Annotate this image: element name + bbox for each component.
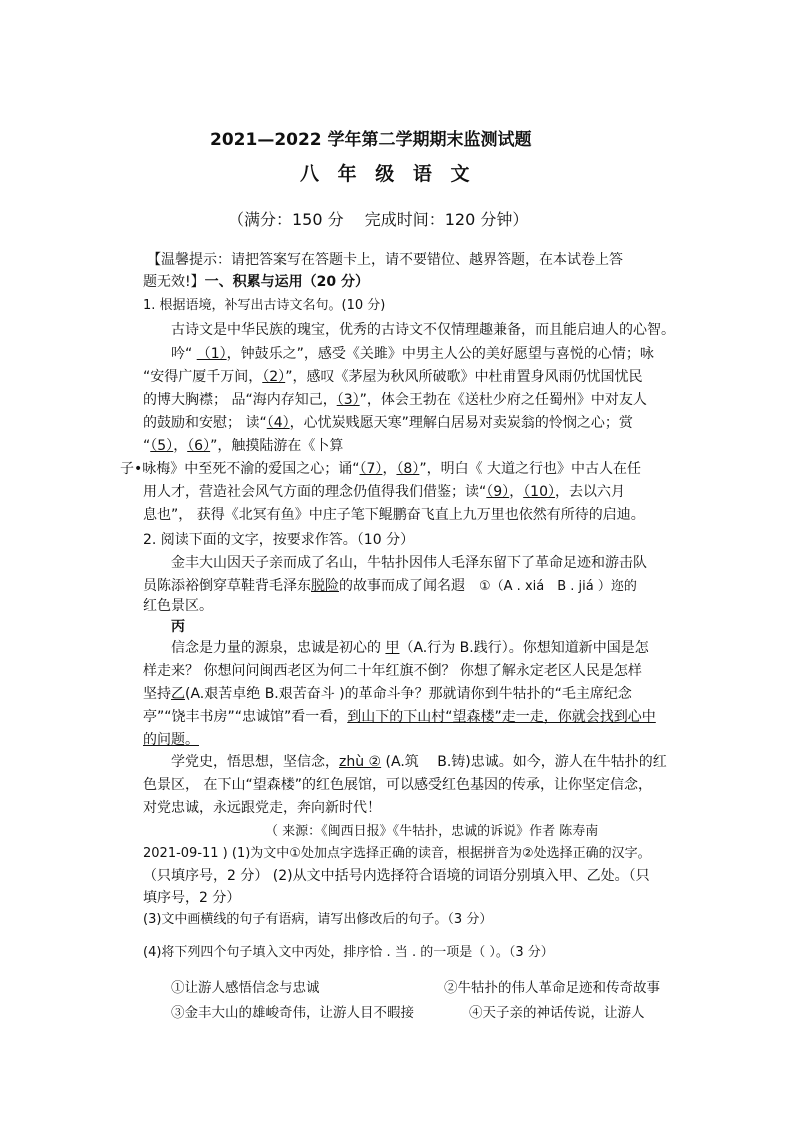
text: 信念是力量的源泉，忠诚是初心的 (171, 640, 386, 656)
blank-7: （7） (359, 461, 383, 477)
subq-4: (4)将下列四个句子填入文中丙处，排序恰 . 当 . 的一项是（ ）。（3 分） (143, 945, 554, 960)
text: ， (382, 461, 397, 477)
blank-yi: 乙 (171, 686, 185, 702)
q2-p3-line-1 (171, 752, 667, 772)
q2-p2-line-4 (143, 707, 656, 727)
q2-p3-line-2: 色景区， 在下山“望森楼”的红色展馆，可以感受红色基因的传承，让你坚定信念， (143, 777, 652, 793)
blank-2: （2） (262, 369, 286, 385)
option-2: ②牛牯扑的伟人革命足迹和传奇故事 (444, 980, 660, 996)
blank-6: （6） (187, 438, 211, 454)
notice-line-2 (143, 272, 369, 292)
q2-stem: 2. 阅读下面的文字，按要求作答。（10 分） (143, 532, 415, 548)
section-1-heading: 一、积累与运用（20 分） (204, 274, 369, 290)
blank-jia: 甲 (385, 640, 400, 656)
text: ， (173, 438, 188, 454)
source-line-2: 2021-09-11 ) (1)为文中①处加点字选择正确的读音，根据拼音为②处选择正确的汉字。 (143, 846, 651, 861)
subq-line-2: （只填序号，2 分） (2)从文中括号内选择符合语境的词语分别填入甲、乙处。（只 (143, 868, 650, 884)
q1-line-6 (120, 459, 641, 479)
text: ，心忧炭贱愿天寒”理解白居易对卖炭翁的怜悯之心；赏 (289, 415, 633, 431)
underlined-sentence: 到山下的下山村“望森楼”走一走，你就会找到心中 (347, 709, 656, 725)
q1-line-4 (143, 413, 633, 433)
text: ”，体会王勃在《送杜少府之任蜀州》中对友人 (359, 392, 647, 408)
q2-p2-line-5: 的问题。 (143, 732, 199, 748)
text: “安得广厦千万间， (143, 369, 263, 385)
subq-line-3: 填序号，2 分） (143, 890, 241, 906)
text: ”，感叹《茅屋为秋风所破歌》中杜甫置身风雨仍忧国忧民 (285, 369, 643, 385)
blank-4: （4） (266, 415, 290, 431)
blank-9: （9） (486, 484, 510, 500)
text: ，去以六月 (555, 484, 626, 500)
blank-bing-label: 丙 (171, 619, 185, 635)
q2-p1-line-2 (143, 576, 637, 597)
exam-title: 2021—2022 学年第二学期期末监测试题 (210, 130, 532, 150)
text: (A.筑 B.铸)忠诚。如今，游人在牛牯扑的红 (381, 754, 667, 770)
underlined-word: 脱险 (311, 578, 339, 594)
q1-line-8: 息也”， 获得《北冥有鱼》中庄子笔下鲲鹏奋飞直上九万里也依然有所待的启迪。 (143, 507, 645, 523)
text: (A.艰苦卓绝 B.艰苦奋斗 )的革命斗争？那就请你到牛牯扑的“毛主席纪念 (185, 686, 632, 702)
pronunciation-options: ①（A . xiá B . jiá ）迩的 (479, 579, 637, 594)
q1-line-1 (171, 344, 654, 364)
grade-subject: 八 年 级 语 文 (300, 163, 470, 185)
q1-line-7 (143, 482, 625, 502)
q1-line-5 (143, 436, 343, 456)
text: 子•咏梅》中至死不渝的爱国之心；诵“ (120, 461, 360, 477)
blank-8: （8） (396, 461, 420, 477)
text: 亭”“饶丰书房”“忠诚馆”看一看， (143, 709, 348, 725)
text: 员陈添裕倒穿草鞋背毛泽东 (143, 578, 311, 594)
score-time: （满分：150 分 完成时间：120 分钟） (228, 210, 529, 229)
notice-end: 题无效!】 (143, 274, 205, 290)
text: 的博大胸襟； 品“海内存知己， (143, 392, 337, 408)
text: 坚持 (143, 686, 171, 702)
blank-10: （10） (523, 484, 556, 500)
text: （A.行为 B.践行）。你想知道新中国是怎 (399, 640, 649, 656)
text: ”，明白《 大道之行也》中古人在任 (419, 461, 642, 477)
option-3: ③金丰大山的雄峻奇伟，让游人目不暇接 (171, 1005, 414, 1021)
text: ，钟鼓乐之”，感受《关雎》中男主人公的美好愿望与喜悦的心情；咏 (226, 346, 654, 362)
text: “ (143, 438, 151, 454)
q2-p2-line-1 (171, 638, 649, 658)
blank-2-pinyin: zhù ② (339, 754, 382, 770)
q1-stem: 1. 根据语境，补写出古诗文名句。(10 分) (143, 298, 386, 313)
q2-p2-line-2: 样走来？ 你想问问闽西老区为何二十年红旗不倒？ 你想了解永定老区人民是怎样 (143, 663, 642, 679)
blank-3: （3） (336, 392, 360, 408)
source-line-1: （ 来源：《闽西日报》《牛牯扑，忠诚的诉说》作者 陈寿南 (265, 824, 599, 839)
text: 用人才，营造社会风气方面的理念仍值得我们借鉴；读“ (143, 484, 487, 500)
text: 吟“ (171, 346, 197, 362)
q1-intro: 古诗文是中华民族的瑰宝，优秀的古诗文不仅情理趣兼备，而且能启迪人的心智。 (171, 322, 675, 338)
q1-line-2 (143, 367, 642, 387)
q2-p2-line-3 (143, 684, 632, 704)
text: ， (509, 484, 524, 500)
blank-5: （5） (150, 438, 174, 454)
subq-3: (3)文中画横线的句子有语病，请写出修改后的句子。（3 分） (143, 912, 493, 927)
q1-line-3 (143, 390, 647, 410)
notice-line-1: 【温馨提示：请把答案写在答题卡上，请不要错位、越界答题，在本试卷上答 (147, 252, 623, 268)
q2-p3-line-3: 对党忠诚，永远跟党走，奔向新时代！ (143, 800, 381, 816)
q2-p1-line-1: 金丰大山因天子亲而成了名山，牛牯扑因伟人毛泽东留下了革命足迹和游击队 (171, 555, 647, 571)
q2-p1-line-3: 红色景区。 (143, 598, 213, 614)
text: 的鼓励和安慰； 读“ (143, 415, 267, 431)
text: ”，触摸陆游在《卜算 (210, 438, 344, 454)
option-4: ④天子亲的神话传说，让游人 (469, 1005, 645, 1021)
text: 的故事而成了闻名遐 (339, 578, 465, 594)
option-1: ①让游人感悟信念与忠诚 (171, 980, 320, 996)
blank-1: （1） (196, 346, 227, 362)
text: 学党史，悟思想，坚信念， (171, 754, 339, 770)
